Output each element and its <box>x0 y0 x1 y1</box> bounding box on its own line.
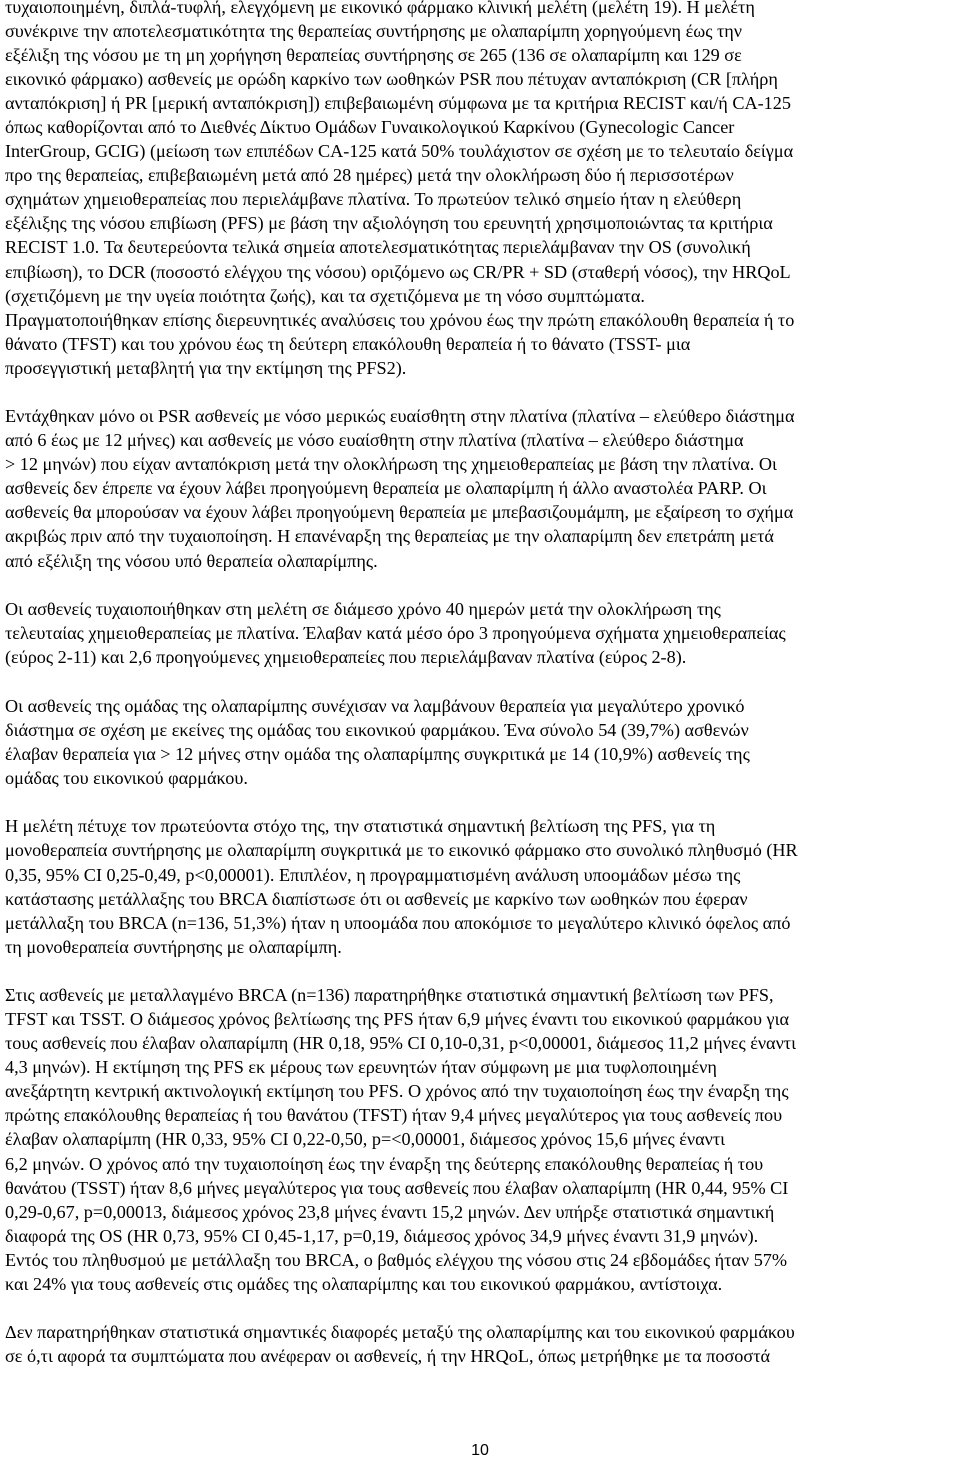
text-line: έλαβαν ολαπαρίμπη (HR 0,33, 95% CI 0,22-0,50, p=<0,00001, διάμεσος χρόνος 15,6 μήνες έναντι <box>5 1129 726 1150</box>
paragraph-inclusion-criteria <box>5 404 945 572</box>
text-line: τους ασθενείς που έλαβαν ολαπαρίμπη (HR 0,18, 95% CI 0,10-0,31, p<0,00001, διάμεσος 11,2 μήνες έναντι <box>5 1033 797 1054</box>
text-line: εικονικό φάρμακο) ασθενείς με ορώδη καρκίνο των ωοθηκών PSR που πέτυχαν ανταπόκριση (CR [πλήρη <box>5 69 778 90</box>
text-line: τη μονοθεραπεία συντήρησης με ολαπαρίμπη. <box>5 936 342 957</box>
text-line: διάστημα σε σχέση με εκείνες της ομάδας του εικονικού φαρμάκου. Ένα σύνολο 54 (39,7%) ασθενών <box>5 719 749 740</box>
text-line: 0,29-0,67, p=0,00013, διάμεσος χρόνος 23,8 μήνες έναντι 15,2 μηνών. Δεν υπήρξε στατιστικά σημαντική <box>5 1201 775 1222</box>
text-line: Εντάχθηκαν μόνο οι PSR ασθενείς με νόσο μερικώς ευαίσθητη στην πλατίνα (πλατίνα – ελεύθερο διάστημα <box>5 406 795 427</box>
text-line: σε ό,τι αφορά τα συμπτώματα που ανέφεραν οι ασθενείς, ή την HRQoL, όπως μετρήθηκε με τα ποσοστά <box>5 1346 771 1367</box>
text-line: 6,2 μηνών. Ο χρόνος από την τυχαιοποίηση έως την έναρξη της δεύτερης επακόλουθης θεραπείας ή του <box>5 1153 764 1174</box>
paragraph-randomization <box>5 597 945 669</box>
text-line: συνέκρινε την αποτελεσματικότητα της θεραπείας συντήρησης με ολαπαρίμπη χορηγούμενη έως την <box>5 21 742 42</box>
text-line: ασθενείς δεν έπρεπε να έχουν λάβει προηγούμενη θεραπεία με ολαπαρίμπη ή άλλο αναστολέα PARP. Οι <box>5 478 767 499</box>
text-line: μετάλλαξη του BRCA (n=136, 51,3%) ήταν η υποομάδα που αποκόμισε το μεγαλύτερο κλινικό όφελος από <box>5 912 791 933</box>
text-line: ασθενείς θα μπορούσαν να έχουν λάβει προηγούμενη θεραπεία με μπεβασιζουμάμπη, με εξαίρεση το σχήμα <box>5 502 794 523</box>
text-line: (σχετιζόμενη με την υγεία ποιότητα ζωής), και τα σχετιζόμενα με τη νόσο συμπτώματα. <box>5 285 645 306</box>
text-line: διαφορά της OS (HR 0,73, 95% CI 0,45-1,17, p=0,19, διάμεσος χρόνος 34,9 μήνες έναντι 31,9 μηνών). <box>5 1225 759 1246</box>
text-line: από 6 έως με 12 μήνες) και ασθενείς με νόσο ευαίσθητη στην πλατίνα (πλατίνα – ελεύθερο διάστημα <box>5 430 744 451</box>
text-line: επιβίωση), το DCR (ποσοστό ελέγχου της νόσου) οριζόμενο ως CR/PR + SD (σταθερή νόσος), την HRQoL <box>5 261 791 282</box>
text-line: Οι ασθενείς τυχαιοποιήθηκαν στη μελέτη σε διάμεσο χρόνο 40 ημερών μετά την ολοκλήρωση της <box>5 599 721 620</box>
paragraph-quality-of-life <box>5 1320 945 1368</box>
text-line: τελευταίας χημειοθεραπείας με πλατίνα. Έλαβαν κατά μέσο όρο 3 προηγούμενα σχήματα χημειοθεραπείας <box>5 623 786 644</box>
text-line: Οι ασθενείς της ομάδας της ολαπαρίμπης συνέχισαν να λαμβάνουν θεραπεία για μεγαλύτερο χρονικό <box>5 695 745 716</box>
text-line: τυχαιοποιημένη, διπλά-τυφλή, ελεγχόμενη με εικονικό φάρμακο κλινική μελέτη (μελέτη 19). Η μελέτη <box>5 0 755 17</box>
text-line: (εύρος 2-11) και 2,6 προηγούμενες χημειοθεραπείες που περιελάμβαναν πλατίνα (εύρος 2-8). <box>5 647 687 668</box>
text-line: εξέλιξης της νόσου επιβίωση (PFS) με βάση την αξιολόγηση του ερευνητή χρησιμοποιώντας τα κριτήρια <box>5 213 773 234</box>
text-line: και 24% για τους ασθενείς στις ομάδες της ολαπαρίμπης και του εικονικού φαρμάκου, αντίστοιχα. <box>5 1273 723 1294</box>
text-line: Η μελέτη πέτυχε τον πρωτεύοντα στόχο της, την στατιστικά σημαντική βελτίωση της PFS, για τη <box>5 816 716 837</box>
text-line: από εξέλιξη της νόσου υπό θεραπεία ολαπαρίμπης. <box>5 550 378 571</box>
text-line: 4,3 μηνών). Η εκτίμηση της PFS εκ μέρους των ερευνητών ήταν σύμφωνη με μια τυφλοποιημένη <box>5 1057 717 1078</box>
text-line: πρώτης επακόλουθης θεραπείας ή του θανάτου (TFST) ήταν 9,4 μήνες μεγαλύτερος για τους ασθενείς που <box>5 1105 783 1126</box>
page-number: 10 <box>471 1442 489 1459</box>
text-line: Δεν παρατηρήθηκαν στατιστικά σημαντικές διαφορές μεταξύ της ολαπαρίμπης και του εικονικού φαρμάκου <box>5 1322 795 1343</box>
text-line: σχημάτων χημειοθεραπείας που περιελάμβανε πλατίνα. Το πρωτεύον τελικό σημείο ήταν η ελεύθερη <box>5 189 742 210</box>
text-line: ανεξάρτητη κεντρική ακτινολογική εκτίμηση του PFS. Ο χρόνος από την τυχαιοποίηση έως την έναρξη της <box>5 1081 789 1102</box>
text-line: θάνατο (TFST) και του χρόνου έως τη δεύτερη επακόλουθη θεραπεία ή το θάνατο (TSST- μια <box>5 333 691 354</box>
paragraph-brca-results <box>5 983 945 1296</box>
text-line: κατάστασης μετάλλαξης του BRCA διαπίστωσε ότι οι ασθενείς με καρκίνο των ωοθηκών που έφεραν <box>5 888 748 909</box>
text-line: Πραγματοποιήθηκαν επίσης διερευνητικές αναλύσεις του χρόνου έως την πρώτη επακόλουθη θεραπεία ή το <box>5 309 795 330</box>
text-line: όπως καθορίζονται από το Διεθνές Δίκτυο Ομάδων Γυναικολογικού Καρκίνου (Gynecologic Cancer <box>5 117 735 138</box>
text-line: έλαβαν θεραπεία για > 12 μήνες στην ομάδα της ολαπαρίμπης συγκριτικά με 14 (10,9%) ασθενείς της <box>5 743 750 764</box>
text-line: InterGroup, GCIG) (μείωση των επιπέδων CA-125 κατά 50% τουλάχιστον σε σχέση με το τελευταίο δείγμα <box>5 141 794 162</box>
text-line: Στις ασθενείς με μεταλλαγμένο BRCA (n=136) παρατηρήθηκε στατιστικά σημαντική βελτίωση των PFS, <box>5 985 774 1006</box>
text-line: TFST και TSST. Ο διάμεσος χρόνος βελτίωσης της PFS ήταν 6,9 μήνες έναντι του εικονικού φαρμάκου για <box>5 1009 790 1030</box>
text-line: > 12 μηνών) που είχαν ανταπόκριση μετά την ολοκλήρωση της χημειοθεραπείας με βάση την πλατίνα. Οι <box>5 454 777 475</box>
document-body <box>5 0 945 1393</box>
text-line: Εντός του πληθυσμού με μετάλλαξη του BRCA, ο βαθμός ελέγχου της νόσου στις 24 εβδομάδες ήταν 57% <box>5 1249 788 1270</box>
text-line: ακριβώς πριν από την τυχαιοποίηση. Η επανέναρξη της θεραπείας με την ολαπαρίμπη δεν επετράπη μετά <box>5 526 774 547</box>
paragraph-treatment-duration <box>5 694 945 790</box>
text-line: RECIST 1.0. Τα δευτερεύοντα τελικά σημεία αποτελεσματικότητας περιελάμβαναν την OS (συνολική <box>5 237 751 258</box>
text-line: θανάτου (TSST) ήταν 8,6 μήνες μεγαλύτερος για τους ασθενείς που έλαβαν ολαπαρίμπη (HR 0,44, 95% CI <box>5 1177 789 1198</box>
paragraph-study-design <box>5 0 945 380</box>
text-line: μονοθεραπεία συντήρησης με ολαπαρίμπη συγκριτικά με το εικονικό φάρμακο στο συνολικό πληθυσμό (HR <box>5 840 798 861</box>
text-line: προσεγγιστική μεταβλητή για την εκτίμηση της PFS2). <box>5 357 407 378</box>
text-line: 0,35, 95% CI 0,25-0,49, p<0,00001). Επιπλέον, η προγραμματισμένη ανάλυση υποομάδων μέσω της <box>5 864 741 885</box>
text-line: προ της θεραπείας, επιβεβαιωμένη μετά από 28 ημέρες) μετά την ολοκλήρωση δύο ή περισσοτέρων <box>5 165 734 186</box>
text-line: ομάδας του εικονικού φαρμάκου. <box>5 767 248 788</box>
text-line: ανταπόκριση] ή PR [μερική ανταπόκριση]) επιβεβαιωμένη σύμφωνα με τα κριτήρια RECIST και/ή CA-125 <box>5 93 791 114</box>
paragraph-primary-endpoint <box>5 814 945 958</box>
text-line: εξέλιξη της νόσου με τη μη χορήγηση θεραπείας συντήρησης σε 265 (136 σε ολαπαρίμπη και 129 σε <box>5 45 742 66</box>
